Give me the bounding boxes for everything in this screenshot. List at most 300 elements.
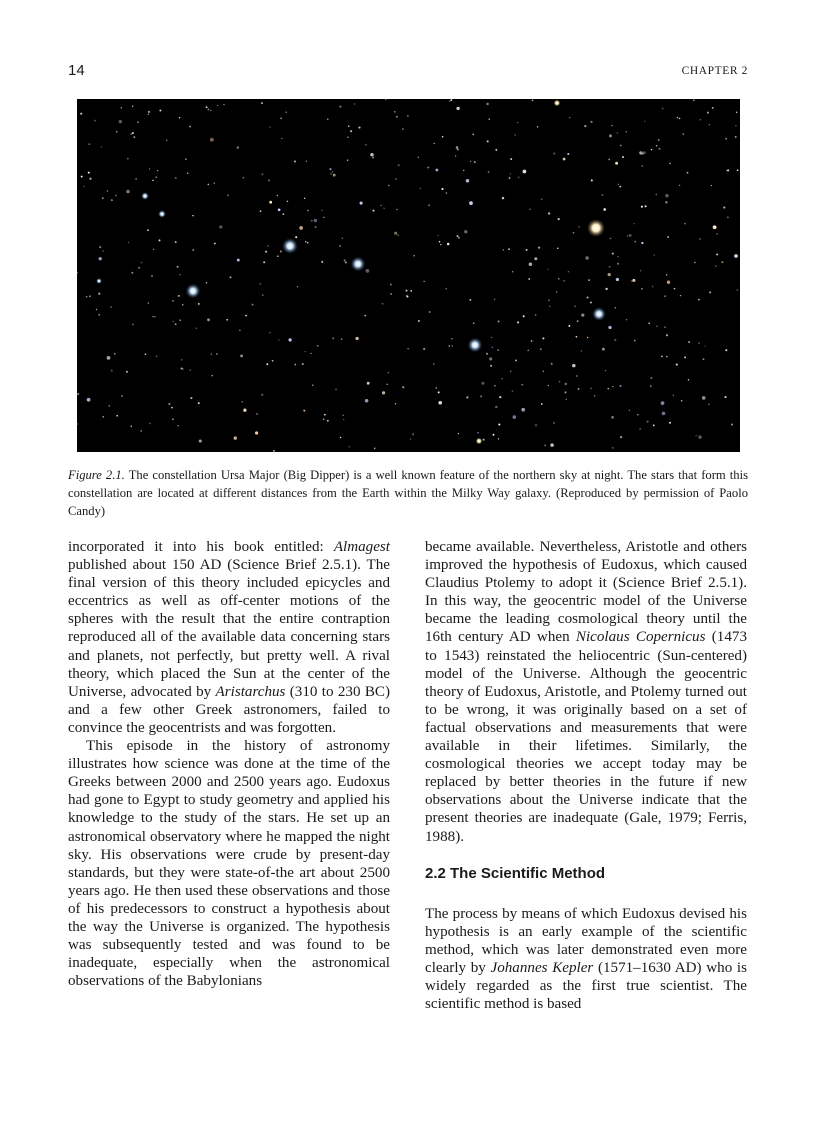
faint-star <box>499 396 501 398</box>
faint-star <box>435 387 436 388</box>
faint-star <box>543 371 544 372</box>
left-paragraph-2: This episode in the history of astronomy illustrates how science was done at the time of the Greeks between 2000 and 2500 years ago. Eudoxus had gone to Egypt to study geometry and applied his knowledge to the study of the stars. He set up an astronomical observatory where he mapped the night sky. His observations were crude by present-day standards, but they were state-of-the art about 2500 years ago. He then used these observations and those of his predecessors to construct a hypothesis about the way the Universe is organized. The hypothesis was subsequently tested and was found to be inadequate, especially when the astronomical observations of the Babylonians <box>68 738 390 990</box>
faint-star <box>349 446 350 447</box>
faint-star <box>612 253 614 255</box>
faint-star <box>348 125 350 127</box>
faint-star <box>618 183 620 185</box>
faint-star <box>412 433 414 435</box>
faint-star <box>216 353 217 354</box>
faint-star <box>470 160 472 162</box>
faint-star <box>88 143 90 145</box>
faint-star <box>608 273 611 276</box>
faint-star <box>234 436 237 439</box>
faint-star <box>312 384 313 385</box>
faint-star <box>498 320 500 322</box>
faint-star <box>532 100 534 102</box>
faint-star <box>196 327 197 328</box>
faint-star <box>243 409 246 412</box>
faint-star <box>708 404 709 405</box>
faint-star <box>323 418 325 420</box>
faint-star <box>208 109 210 111</box>
faint-star <box>605 288 607 290</box>
faint-star <box>263 261 265 263</box>
faint-star <box>614 339 616 341</box>
faint-star <box>673 395 674 396</box>
faint-star <box>407 348 408 349</box>
person-name: Aristarchus <box>215 683 286 700</box>
faint-star <box>501 378 502 379</box>
faint-star <box>716 253 718 255</box>
faint-star <box>466 179 470 183</box>
faint-star <box>687 172 689 174</box>
faint-star <box>360 202 363 205</box>
faint-star <box>486 103 489 106</box>
person-name: Johannes Kepler <box>490 959 594 976</box>
faint-star <box>509 177 511 179</box>
faint-star <box>410 438 411 439</box>
faint-star <box>458 237 460 239</box>
faint-star <box>287 201 289 203</box>
faint-star <box>696 435 697 436</box>
faint-star <box>641 206 643 208</box>
faint-star <box>110 306 112 308</box>
faint-star <box>679 118 681 120</box>
faint-star <box>517 321 519 323</box>
faint-star <box>449 101 450 102</box>
faint-star <box>347 136 348 137</box>
faint-star <box>314 219 317 222</box>
faint-star <box>694 262 696 264</box>
faint-star <box>179 117 181 119</box>
faint-star <box>449 345 450 346</box>
faint-star <box>512 390 514 392</box>
faint-star <box>265 251 267 253</box>
faint-star <box>240 354 243 357</box>
faint-star <box>102 416 104 418</box>
faint-star <box>148 302 149 303</box>
bright-star <box>468 338 483 353</box>
faint-star <box>145 353 147 355</box>
faint-star <box>629 410 630 411</box>
faint-star <box>428 204 430 206</box>
faint-star <box>698 342 700 344</box>
faint-star <box>89 295 90 296</box>
faint-star <box>715 265 717 267</box>
faint-star <box>433 363 435 365</box>
faint-star <box>693 100 695 102</box>
faint-star <box>315 226 317 228</box>
faint-star <box>390 284 392 286</box>
faint-star <box>615 162 618 165</box>
faint-star <box>537 126 538 127</box>
faint-star <box>269 126 270 127</box>
faint-star <box>620 144 622 146</box>
faint-star <box>280 118 282 120</box>
figure-caption <box>68 466 748 520</box>
faint-star <box>498 438 499 439</box>
faint-star <box>341 338 343 340</box>
faint-star <box>438 391 440 393</box>
figure-label: Figure 2.1. <box>68 468 125 482</box>
faint-star <box>212 375 213 376</box>
person-name: Nicolaus Copernicus <box>575 629 706 646</box>
faint-star <box>433 143 434 144</box>
faint-star <box>329 168 331 170</box>
faint-star <box>629 234 632 237</box>
faint-star <box>98 293 100 295</box>
faint-star <box>608 158 610 160</box>
faint-star <box>190 397 192 399</box>
faint-star <box>111 370 113 372</box>
faint-star <box>380 205 382 207</box>
faint-star <box>736 289 738 291</box>
faint-star <box>178 295 180 297</box>
faint-star <box>510 173 511 174</box>
faint-star <box>214 182 215 183</box>
faint-star <box>396 209 397 210</box>
faint-star <box>594 395 596 397</box>
faint-star <box>140 430 142 432</box>
faint-star <box>367 382 370 385</box>
faint-star <box>152 180 154 182</box>
faint-star <box>653 424 655 426</box>
faint-star <box>605 370 606 371</box>
faint-star <box>469 201 473 205</box>
faint-star <box>132 323 134 325</box>
faint-star <box>474 161 476 163</box>
faint-star <box>480 395 482 397</box>
faint-star <box>89 178 91 180</box>
faint-star <box>115 195 117 197</box>
faint-star <box>83 186 84 187</box>
faint-star <box>619 186 621 188</box>
faint-star <box>737 169 739 171</box>
faint-star <box>612 386 614 388</box>
faint-star <box>452 345 453 346</box>
faint-star <box>237 146 240 149</box>
faint-star <box>159 239 161 241</box>
faint-star <box>179 319 181 321</box>
faint-star <box>327 420 329 422</box>
faint-star <box>477 432 478 433</box>
faint-star <box>688 379 690 381</box>
faint-star <box>303 410 305 412</box>
faint-star <box>119 120 122 123</box>
faint-star <box>698 299 700 301</box>
faint-star <box>355 337 358 340</box>
faint-star <box>135 178 137 180</box>
faint-star <box>370 153 374 157</box>
faint-star <box>383 208 384 209</box>
faint-star <box>674 288 676 290</box>
faint-star <box>98 314 100 316</box>
faint-star <box>650 385 652 387</box>
faint-star <box>616 278 619 281</box>
faint-star <box>700 119 701 120</box>
faint-star <box>429 311 431 313</box>
faint-star <box>451 338 452 339</box>
faint-star <box>565 391 567 393</box>
faint-star <box>175 177 177 179</box>
faint-star <box>609 134 612 137</box>
bright-star <box>592 307 606 321</box>
faint-star <box>645 205 647 207</box>
faint-star <box>121 395 123 397</box>
faint-star <box>285 111 286 112</box>
faint-star <box>563 158 566 161</box>
bright-star <box>141 192 149 200</box>
faint-star <box>395 178 396 179</box>
faint-star <box>494 385 496 387</box>
faint-star <box>487 140 489 142</box>
left-column <box>68 538 390 990</box>
faint-star <box>149 422 151 424</box>
faint-star <box>676 364 678 366</box>
faint-star <box>510 371 512 373</box>
faint-star <box>684 223 685 224</box>
faint-star <box>584 125 586 127</box>
faint-star <box>662 412 666 416</box>
faint-star <box>175 241 177 243</box>
faint-star <box>456 146 459 149</box>
faint-star <box>725 138 727 140</box>
faint-star <box>277 255 278 256</box>
faint-star <box>727 216 729 218</box>
faint-star <box>622 156 624 158</box>
faint-star <box>521 384 523 386</box>
faint-star <box>388 372 389 373</box>
faint-star <box>324 414 326 416</box>
faint-star <box>455 155 456 156</box>
bright-star <box>282 238 298 254</box>
faint-star <box>666 274 667 275</box>
faint-star <box>517 122 518 123</box>
faint-star <box>514 134 515 135</box>
faint-star <box>531 340 533 342</box>
faint-star <box>272 360 274 362</box>
faint-star <box>427 166 429 168</box>
faint-star <box>457 149 459 151</box>
faint-star <box>382 391 385 394</box>
faint-star <box>603 208 606 211</box>
faint-star <box>716 233 717 234</box>
faint-star <box>664 326 665 327</box>
faint-star <box>541 403 543 405</box>
faint-star <box>617 132 618 133</box>
faint-star <box>658 148 660 150</box>
faint-star <box>297 286 298 287</box>
faint-star <box>553 422 554 423</box>
faint-star <box>503 249 504 250</box>
faint-star <box>585 256 589 260</box>
faint-star <box>88 172 90 174</box>
faint-star <box>321 261 323 263</box>
faint-star <box>656 326 658 328</box>
faint-star <box>510 158 512 160</box>
faint-star <box>372 210 374 212</box>
faint-star <box>634 340 636 342</box>
faint-star <box>725 349 727 351</box>
faint-star <box>588 279 590 281</box>
faint-star <box>523 315 525 317</box>
faint-star <box>661 356 663 358</box>
faint-star <box>229 276 231 278</box>
faint-star <box>406 290 408 292</box>
faint-star <box>335 389 337 391</box>
faint-star <box>441 188 443 190</box>
faint-star <box>578 388 580 390</box>
faint-star <box>133 136 135 138</box>
left-paragraph-1: incorporated it into his book entitled: Almagest published about 150 AD (Science Brief 2.5.1). The final version of this theory included epicycles and eccentrics as well as off-center motions of the spheres with the result that the entire contraption reproduced all of the available data concerning stars and planets, not perfectly, but pretty well. A rival theory, which placed the Sun at the center of the Universe, advocated by Aristarchus (310 to 230 BC) and a few other Greek astronomers, failed to convince the geocentrists and was forgotten. <box>68 539 390 736</box>
faint-star <box>219 225 222 228</box>
faint-star <box>611 416 614 419</box>
faint-star <box>634 241 636 243</box>
faint-star <box>306 161 307 162</box>
faint-star <box>698 435 701 438</box>
faint-star <box>655 194 657 196</box>
faint-star <box>339 106 341 108</box>
faint-star <box>266 363 268 365</box>
faint-star <box>567 153 569 155</box>
faint-star <box>711 185 712 186</box>
faint-star <box>192 215 194 217</box>
faint-star <box>681 400 683 402</box>
faint-star <box>665 201 667 203</box>
faint-star <box>498 423 500 425</box>
faint-star <box>166 140 167 141</box>
faint-star <box>450 99 452 101</box>
faint-star <box>157 170 158 171</box>
faint-star <box>641 242 643 244</box>
bright-star <box>96 278 102 284</box>
faint-star <box>154 316 155 317</box>
faint-star <box>277 195 278 196</box>
running-head: CHAPTER 2 <box>681 65 748 77</box>
faint-star <box>641 288 643 290</box>
faint-star <box>111 199 113 201</box>
faint-star <box>602 348 605 351</box>
faint-star <box>278 339 279 340</box>
faint-star <box>658 139 660 141</box>
faint-star <box>709 124 710 125</box>
faint-star <box>590 121 592 123</box>
faint-star <box>390 293 392 295</box>
faint-star <box>394 111 396 113</box>
faint-star <box>661 401 665 405</box>
faint-star <box>418 320 420 322</box>
faint-star <box>647 421 649 423</box>
faint-star <box>473 322 475 324</box>
faint-star <box>269 332 271 334</box>
faint-star <box>535 424 537 426</box>
faint-star <box>333 174 336 177</box>
faint-star <box>198 303 200 305</box>
faint-star <box>464 230 467 233</box>
faint-star <box>529 262 533 266</box>
faint-star <box>259 283 261 285</box>
right-paragraph-2: The process by means of which Eudoxus devised his hypothesis is an early example of the scientific method, which was later demonstrated even more clearly by Johannes Kepler (1571–1630 AD) who is widely regarded as the first true scientist. The scientific method is based <box>425 905 747 1013</box>
faint-star <box>252 304 254 306</box>
faint-star <box>497 349 499 351</box>
bright-star <box>186 284 201 299</box>
faint-star <box>486 353 488 355</box>
faint-star <box>466 396 468 398</box>
faint-star <box>407 296 409 298</box>
faint-star <box>435 169 438 172</box>
faint-star <box>558 278 560 280</box>
faint-star <box>126 371 128 373</box>
faint-star <box>278 208 281 211</box>
faint-star <box>305 241 306 242</box>
faint-star <box>639 151 642 154</box>
faint-star <box>398 164 400 166</box>
faint-star <box>223 104 225 106</box>
faint-star <box>418 157 419 158</box>
faint-star <box>724 396 726 398</box>
faint-star <box>295 236 297 238</box>
faint-star <box>126 190 130 194</box>
faint-star <box>262 294 264 296</box>
faint-star <box>182 304 183 305</box>
faint-star <box>608 326 611 329</box>
faint-star <box>652 286 654 288</box>
faint-star <box>189 369 191 371</box>
faint-star <box>565 383 567 385</box>
faint-star <box>185 158 186 159</box>
faint-star <box>172 300 173 301</box>
faint-star <box>159 109 161 111</box>
faint-star <box>528 278 530 280</box>
faint-star <box>590 388 592 390</box>
faint-star <box>446 192 448 194</box>
faint-star <box>343 419 344 420</box>
faint-star <box>237 259 240 262</box>
faint-star <box>677 117 679 119</box>
faint-star <box>99 257 102 260</box>
faint-star <box>513 415 517 419</box>
faint-star <box>721 261 723 263</box>
faint-star <box>261 173 263 175</box>
faint-star <box>472 133 474 135</box>
faint-star <box>339 245 340 246</box>
faint-star <box>354 103 356 105</box>
faint-star <box>526 249 528 251</box>
faint-star <box>667 281 670 284</box>
faint-star <box>192 249 194 251</box>
faint-star <box>736 111 738 113</box>
faint-star <box>607 388 609 390</box>
faint-star <box>148 111 150 113</box>
faint-star <box>542 337 544 339</box>
faint-star <box>413 255 414 256</box>
faint-star <box>491 337 493 339</box>
faint-star <box>130 133 132 135</box>
faint-star <box>96 309 97 310</box>
faint-star <box>639 428 640 429</box>
faint-star <box>502 197 504 199</box>
faint-star <box>388 185 390 187</box>
faint-star <box>396 116 398 118</box>
faint-star <box>558 218 560 220</box>
faint-star <box>137 122 138 123</box>
faint-star <box>217 105 218 106</box>
faint-star <box>641 165 643 167</box>
bright-star <box>351 257 366 272</box>
faint-star <box>566 399 568 401</box>
faint-star <box>374 448 376 450</box>
faint-star <box>618 256 619 257</box>
faint-star <box>727 169 729 171</box>
